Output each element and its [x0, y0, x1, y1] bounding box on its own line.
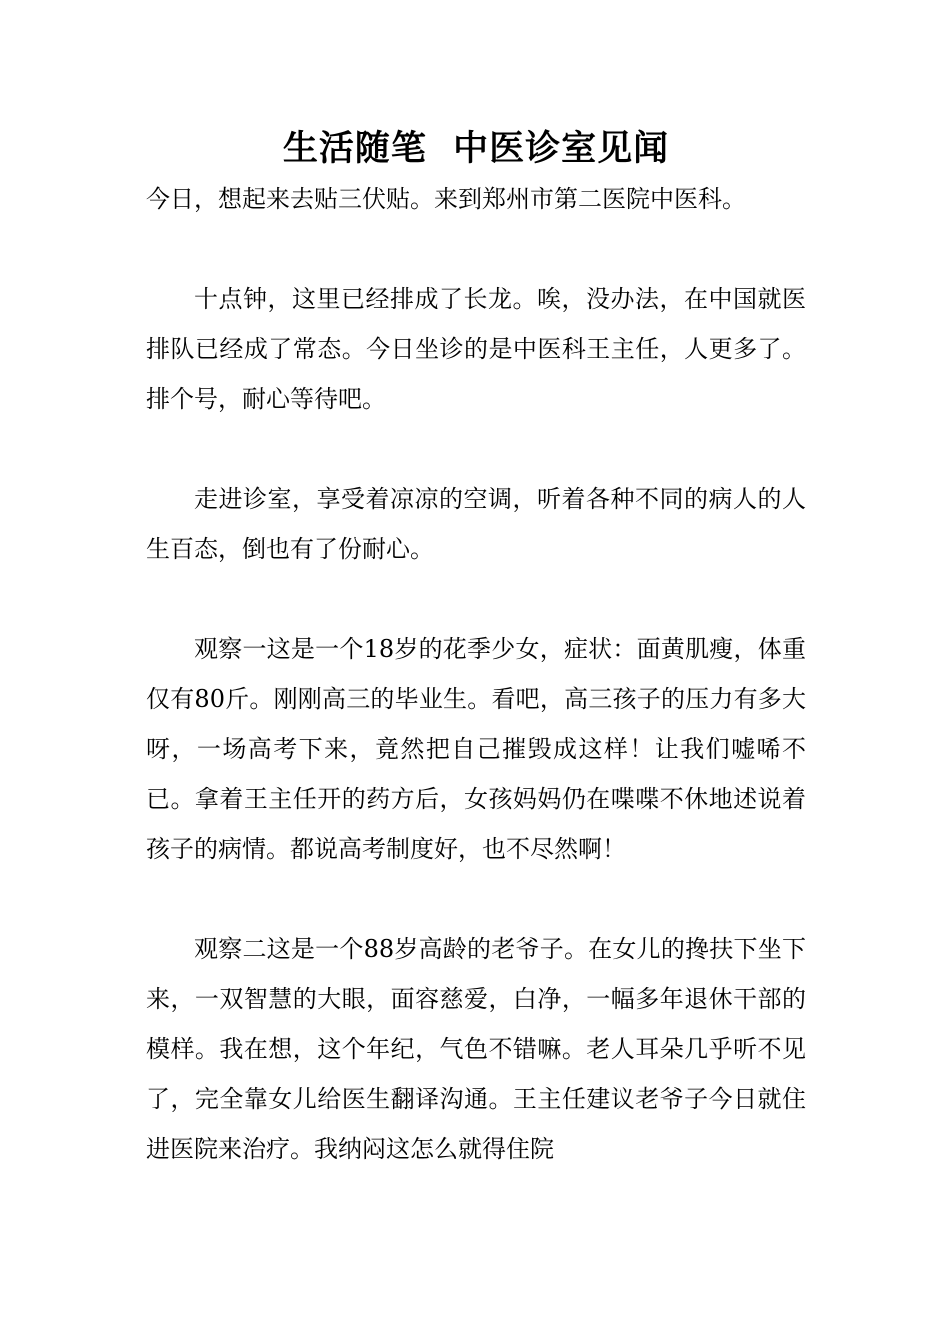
document-title: 生活随笔 中医诊室见闻 [282, 129, 670, 169]
document-page [146, 124, 806, 1174]
paragraph-gap [146, 874, 806, 924]
paragraph-observation-one: 观察一这是一个18岁的花季少女，症状：面黄肌瘦，体重仅有80斤。刚刚高三的毕业生。看吧，高三孩子的压力有多大呀，一场高考下来，竟然把自己摧毁成这样！让我们嘘唏不已。拿着王主任开的药方后，女孩妈妈仍在喋喋不休地述说着孩子的病情。都说高考制度好，也不尽然啊！ [146, 635, 806, 863]
paragraph-gap [146, 224, 806, 274]
paragraph-gap [146, 424, 806, 474]
paragraph-clinic-room: 走进诊室，享受着凉凉的空调，听着各种不同的病人的人生百态，倒也有了份耐心。 [146, 485, 806, 563]
paragraph-gap [146, 574, 806, 624]
paragraph-intro: 今日，想起来去贴三伏贴。来到郑州市第二医院中医科。 [146, 185, 746, 213]
paragraph-observation-two: 观察二这是一个88岁高龄的老爷子。在女儿的搀扶下坐下来，一双智慧的大眼，面容慈爱，白净，一幅多年退休干部的模样。我在想，这个年纪，气色不错嘛。老人耳朵几乎听不见了，完全靠女儿给医生翻译沟通。王主任建议老爷子今日就住进医院来治疗。我纳闷这怎么就得住院 [146, 935, 806, 1163]
paragraph-queue: 十点钟，这里已经排成了长龙。唉，没办法，在中国就医排队已经成了常态。今日坐诊的是中医科王主任，人更多了。排个号，耐心等待吧。 [146, 285, 806, 413]
